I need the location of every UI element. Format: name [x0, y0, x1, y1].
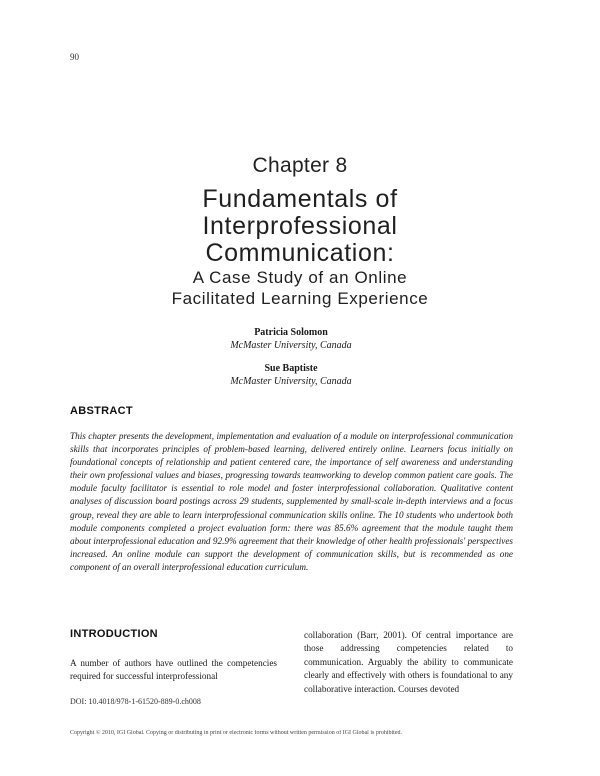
author-name: Sue Baptiste — [264, 363, 318, 374]
introduction-left-column: A number of authors have outlined the competencies required for successful interprofessional — [70, 658, 277, 682]
subtitle-line: A Case Study of an Online — [192, 268, 408, 287]
doi: DOI: 10.4018/978-1-61520-889-0.ch008 — [70, 697, 201, 706]
author-affiliation: McMaster University, Canada — [230, 376, 352, 387]
title-line: Interprofessional — [202, 212, 398, 240]
abstract-heading: ABSTRACT — [70, 405, 133, 417]
author-block — [0, 326, 582, 352]
title-line: Fundamentals of — [202, 185, 398, 213]
author-name: Patricia Solomon — [254, 327, 328, 338]
page-number: 90 — [70, 52, 79, 62]
chapter-label: Chapter 8 — [252, 154, 348, 177]
introduction-heading: INTRODUCTION — [70, 628, 158, 640]
abstract-text: This chapter presents the development, implementation and evaluation of a module on interprofessional communication skills that incorporates principles of problem-based learning, delivered entirely online. Learners focus initially on foundational concepts of relationship and patient centered care, the importance of self awareness and understanding their own professional values and biases, progressing towards teamworking to develop common patient care goals. The module faculty facilitator is essential to role model and foster interprofessional collaboration. Qualitative content analyses of discussion board postings across 29 students, supplemented by small-scale in-depth interviews and a focus group, reveal they are able to learn interprofessional communication skills online. The 10 students who undertook both module components completed a project evaluation form: there was 85.6% agreement that the module taught them about interprofessional education and 92.9% agreement that their knowledge of other health professionals' perspectives increased. An online module can support the development of communication skills, but is recommended as one component of an overall interprofessional education curriculum. — [70, 431, 513, 572]
chapter-title — [0, 186, 600, 267]
author-block — [0, 362, 582, 388]
introduction-right-column: collaboration (Barr, 2001). Of central importance are those addressing competencies related to communication. Arguably the ability to communicate clearly and effectively with others is foundational to any collaborative interaction. Courses devoted — [304, 630, 513, 694]
author-affiliation: McMaster University, Canada — [230, 340, 352, 351]
subtitle-line: Facilitated Learning Experience — [171, 289, 429, 308]
copyright-notice: Copyright © 2010, IGI Global. Copying or distributing in print or electronic forms without written permission of IGI Global is prohibited. — [70, 730, 403, 736]
title-line: Communication: — [205, 239, 395, 267]
chapter-subtitle — [0, 267, 600, 309]
